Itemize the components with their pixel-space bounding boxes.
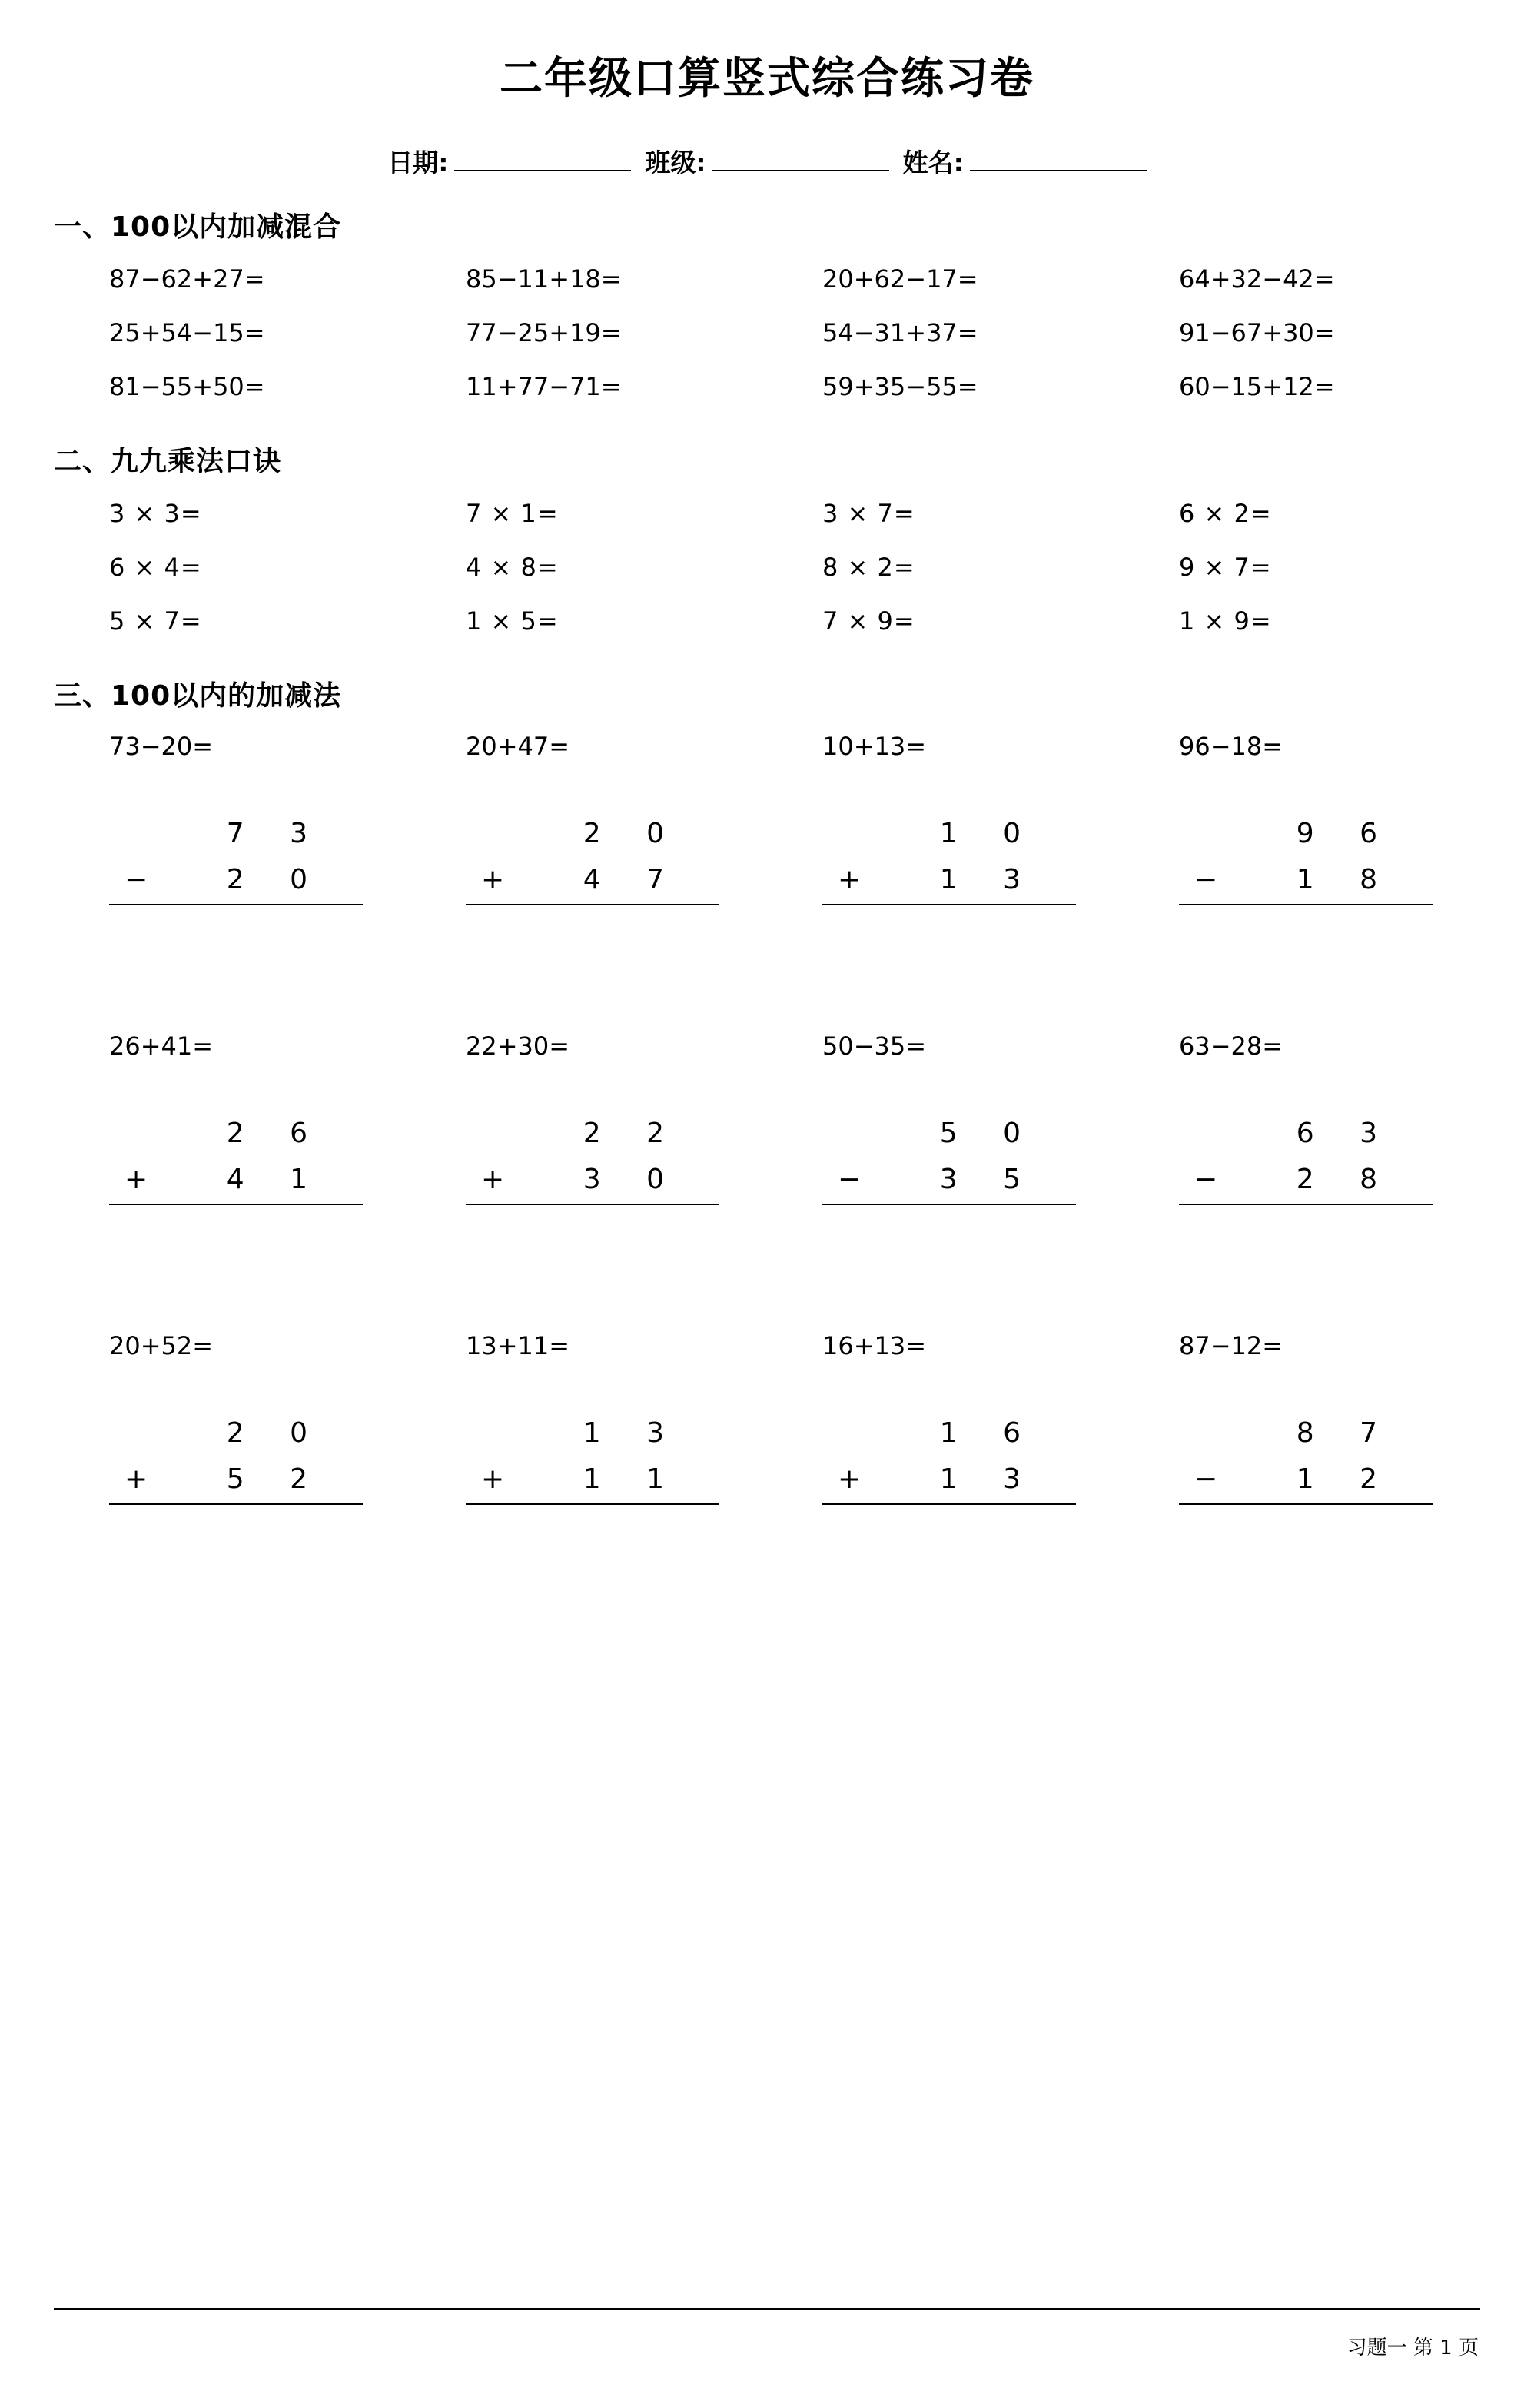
vertical-top-line (109, 1410, 363, 1456)
section-1-row-3 (54, 360, 1480, 414)
vertical-stack (1179, 1410, 1433, 1505)
vertical-problem (1124, 721, 1480, 905)
vertical-top-digits: 2 0 (583, 817, 682, 849)
vertical-bottom-digits: 1 2 (1296, 1463, 1396, 1495)
problem: 25+54−15= (109, 318, 265, 347)
meta-date-label: 日期: (387, 148, 449, 178)
problem: 6 × 2= (1179, 499, 1272, 528)
vertical-problem-header: 13+11= (466, 1331, 570, 1360)
meta-class-blank[interactable] (712, 147, 889, 171)
worksheet-page (0, 45, 1534, 2408)
problem: 87−62+27= (109, 264, 265, 294)
vertical-stack (109, 810, 363, 905)
vertical-problem-header: 87−12= (1179, 1331, 1283, 1360)
section-heading-3: 三、100以内的加减法 (54, 680, 342, 712)
vertical-stack (1179, 1110, 1433, 1205)
vertical-problem-header: 20+52= (109, 1331, 214, 1360)
problem: 85−11+18= (466, 264, 622, 294)
vertical-stack (822, 1410, 1076, 1505)
vertical-operator: + (125, 1463, 148, 1495)
vertical-problem-header: 16+13= (822, 1331, 927, 1360)
vertical-operator: + (481, 863, 505, 895)
vertical-stack (822, 810, 1076, 905)
vertical-bottom-digits: 2 8 (1296, 1163, 1396, 1195)
vertical-problem-header: 26+41= (109, 1031, 214, 1061)
vertical-rule (822, 1503, 1076, 1505)
meta-date (387, 143, 631, 179)
meta-name-blank[interactable] (970, 147, 1147, 171)
vertical-bottom-line (109, 856, 363, 902)
vertical-rule (109, 904, 363, 905)
problem: 11+77−71= (466, 372, 622, 401)
vertical-top-line (1179, 810, 1433, 856)
footer-divider (54, 2308, 1480, 2310)
vertical-top-line (466, 1110, 719, 1156)
vertical-problem (410, 1021, 767, 1205)
vertical-problem (767, 721, 1124, 905)
vertical-top-digits: 1 0 (939, 817, 1039, 849)
meta-class-label: 班级: (645, 148, 706, 178)
vertical-stack (466, 1410, 719, 1505)
vertical-bottom-digits: 1 8 (1296, 863, 1396, 895)
vertical-bottom-line (109, 1156, 363, 1202)
vertical-bottom-digits: 4 7 (583, 863, 682, 895)
vertical-bottom-line (466, 1156, 719, 1202)
vertical-problem-header: 50−35= (822, 1031, 927, 1061)
section-1-row-2 (54, 306, 1480, 360)
vertical-stack (1179, 810, 1433, 905)
problem: 3 × 3= (109, 499, 202, 528)
vertical-block-3 (54, 1320, 1480, 1505)
vertical-rule (109, 1503, 363, 1505)
problem: 60−15+12= (1179, 372, 1335, 401)
vertical-problem-header: 10+13= (822, 732, 927, 761)
vertical-problem-header: 20+47= (466, 732, 570, 761)
vertical-problem (410, 1320, 767, 1505)
problem: 3 × 7= (822, 499, 915, 528)
vertical-block-1 (54, 721, 1480, 905)
vertical-problem (54, 721, 410, 905)
vertical-bottom-line (822, 1156, 1076, 1202)
meta-name-label: 姓名: (902, 148, 964, 178)
vertical-operator: + (838, 863, 862, 895)
vertical-bottom-line (1179, 856, 1433, 902)
vertical-rule (822, 1204, 1076, 1205)
section-2-row-2 (54, 540, 1480, 594)
vertical-operator: − (1194, 1463, 1218, 1495)
problem: 59+35−55= (822, 372, 978, 401)
vertical-operator: − (838, 1163, 862, 1195)
vertical-operator: − (1194, 863, 1218, 895)
vertical-top-digits: 1 3 (583, 1417, 682, 1449)
vertical-top-digits: 6 3 (1296, 1117, 1396, 1149)
problem: 4 × 8= (466, 553, 559, 582)
vertical-problem-header: 96−18= (1179, 732, 1283, 761)
vertical-problem (1124, 1320, 1480, 1505)
footer-page-label: 习题一 第 1 页 (1346, 2337, 1479, 2360)
problem: 7 × 9= (822, 606, 915, 636)
vertical-rule (466, 1204, 719, 1205)
spacer (54, 905, 1480, 1021)
vertical-rule (1179, 1204, 1433, 1205)
meta-name (903, 143, 1147, 179)
vertical-top-digits: 9 6 (1296, 817, 1396, 849)
section-2-row-1 (54, 487, 1480, 540)
vertical-top-digits: 1 6 (939, 1417, 1039, 1449)
vertical-top-line (109, 810, 363, 856)
problem: 5 × 7= (109, 606, 202, 636)
vertical-top-line (1179, 1410, 1433, 1456)
section-2-row-3 (54, 594, 1480, 648)
vertical-top-line (822, 1410, 1076, 1456)
vertical-problem-header: 22+30= (466, 1031, 570, 1061)
vertical-problem (54, 1320, 410, 1505)
vertical-problem (767, 1021, 1124, 1205)
vertical-stack (109, 1410, 363, 1505)
problem: 9 × 7= (1179, 553, 1272, 582)
problem: 81−55+50= (109, 372, 265, 401)
vertical-operator: − (1194, 1163, 1218, 1195)
vertical-stack (109, 1110, 363, 1205)
vertical-stack (822, 1110, 1076, 1205)
vertical-problem (1124, 1021, 1480, 1205)
problem: 1 × 9= (1179, 606, 1272, 636)
page-title: 二年级口算竖式综合练习卷 (500, 54, 1034, 104)
problem: 54−31+37= (822, 318, 978, 347)
problem: 1 × 5= (466, 606, 559, 636)
vertical-rule (822, 904, 1076, 905)
vertical-bottom-line (1179, 1456, 1433, 1502)
problem: 91−67+30= (1179, 318, 1335, 347)
vertical-stack (466, 1110, 719, 1205)
vertical-bottom-digits: 2 0 (226, 863, 326, 895)
vertical-operator: − (125, 863, 148, 895)
vertical-rule (1179, 1503, 1433, 1505)
vertical-block-2 (54, 1021, 1480, 1205)
vertical-bottom-digits: 1 3 (939, 1463, 1039, 1495)
vertical-operator: + (125, 1163, 148, 1195)
vertical-top-digits: 5 0 (939, 1117, 1039, 1149)
vertical-problem (410, 721, 767, 905)
vertical-bottom-digits: 3 5 (939, 1163, 1039, 1195)
vertical-problem-header: 63−28= (1179, 1031, 1283, 1061)
vertical-top-line (466, 810, 719, 856)
vertical-top-line (822, 1110, 1076, 1156)
vertical-bottom-digits: 1 3 (939, 863, 1039, 895)
vertical-stack (466, 810, 719, 905)
section-heading-1: 一、100以内加减混合 (54, 211, 342, 243)
problem: 8 × 2= (822, 553, 915, 582)
vertical-bottom-line (822, 856, 1076, 902)
vertical-top-line (1179, 1110, 1433, 1156)
meta-row (54, 143, 1480, 179)
meta-class (645, 143, 888, 179)
vertical-top-digits: 7 3 (226, 817, 326, 849)
problem: 7 × 1= (466, 499, 559, 528)
vertical-rule (109, 1204, 363, 1205)
vertical-bottom-line (1179, 1156, 1433, 1202)
vertical-top-digits: 2 0 (226, 1417, 326, 1449)
vertical-problem (54, 1021, 410, 1205)
vertical-top-line (822, 810, 1076, 856)
vertical-top-line (109, 1110, 363, 1156)
meta-date-blank[interactable] (454, 147, 631, 171)
vertical-bottom-digits: 3 0 (583, 1163, 682, 1195)
vertical-problem (767, 1320, 1124, 1505)
spacer (54, 1205, 1480, 1320)
vertical-bottom-digits: 5 2 (226, 1463, 326, 1495)
problem: 6 × 4= (109, 553, 202, 582)
vertical-bottom-digits: 1 1 (583, 1463, 682, 1495)
section-1-row-1 (54, 252, 1480, 306)
vertical-bottom-digits: 4 1 (226, 1163, 326, 1195)
section-heading-2: 二、九九乘法口诀 (54, 446, 282, 477)
vertical-top-digits: 2 6 (226, 1117, 326, 1149)
problem: 20+62−17= (822, 264, 978, 294)
vertical-operator: + (481, 1463, 505, 1495)
vertical-top-line (466, 1410, 719, 1456)
vertical-bottom-line (822, 1456, 1076, 1502)
vertical-top-digits: 2 2 (583, 1117, 682, 1149)
vertical-operator: + (838, 1463, 862, 1495)
vertical-top-digits: 8 7 (1296, 1417, 1396, 1449)
problem: 64+32−42= (1179, 264, 1335, 294)
vertical-problem-header: 73−20= (109, 732, 214, 761)
vertical-bottom-line (109, 1456, 363, 1502)
vertical-rule (1179, 904, 1433, 905)
vertical-rule (466, 904, 719, 905)
vertical-bottom-line (466, 1456, 719, 1502)
vertical-rule (466, 1503, 719, 1505)
vertical-bottom-line (466, 856, 719, 902)
problem: 77−25+19= (466, 318, 622, 347)
vertical-operator: + (481, 1163, 505, 1195)
